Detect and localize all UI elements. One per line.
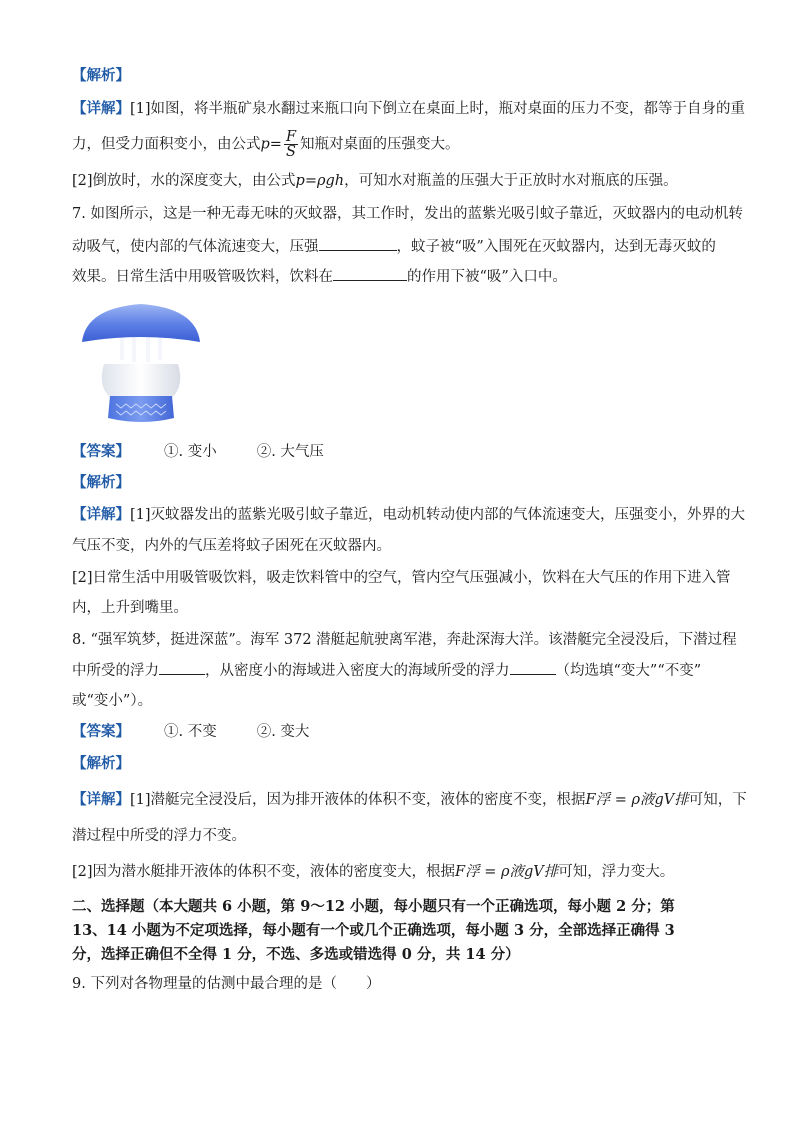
detail-label: 【详解】 xyxy=(72,100,130,117)
q8-line1: 8. “强军筑梦，挺进深蓝”。海军 372 潜艇起航驶离军港，奔赴深海大洋。该潜艇完全浸没后，下潜过程 xyxy=(72,632,737,648)
buoyancy-formula: F浮 = ρ液gV排 xyxy=(585,792,689,808)
analysis-label-7: 【解析】 xyxy=(72,474,130,491)
detail-7-line4: 内，上升到嘴里。 xyxy=(72,600,188,616)
blank-3 xyxy=(159,660,205,675)
analysis-label-8: 【解析】 xyxy=(72,755,130,772)
q8-line3: 或“变小”）。 xyxy=(72,693,153,709)
section2-line3: 分，选择正确但不全得 1 分，不选、多选或错选得 0 分，共 14 分） xyxy=(72,946,520,963)
q8-answer: 【答案】 ①. 不变 ②. 变大 xyxy=(72,723,310,740)
lamp-pillar-3 xyxy=(146,336,150,362)
mosquito-killer-lamp-image xyxy=(76,298,206,428)
blank-1 xyxy=(319,236,397,251)
lamp-pillar-2 xyxy=(132,336,136,362)
q8-line2: 中所受的浮力 ，从密度小的海域进入密度大的海域所受的浮力 （均选填“变大”“不变” xyxy=(72,660,701,681)
q7-line3: 效果。日常生活中用吸管吸饮料，饮料在 的作用下被“吸”入口中。 xyxy=(72,266,567,287)
detail-7-line2: 气压不变，内外的气压差将蚊子困死在灭蚊器内。 xyxy=(72,538,391,554)
q7-line2: 动吸气，使内部的气体流速变大，压强 ，蚊子被“吸”入围死在灭蚊器内，达到无毒灭蚊的 xyxy=(72,236,716,257)
lamp-base xyxy=(108,396,174,422)
detail-8-line3: [2]因为潜水艇排开液体的体积不变，液体的密度变大，根据F浮 = ρ液gV排可知，浮力变大。 xyxy=(72,864,675,880)
pressure-fraction: $\frac{F}{S}$ xyxy=(285,129,296,160)
detail-6-line1: 【详解】[1]如图，将半瓶矿泉水翻过来瓶口向下倒立在桌面上时，瓶对桌面的压力不变，都等于自身的重 xyxy=(72,100,746,117)
lamp-cap xyxy=(82,304,200,342)
blank-2 xyxy=(333,266,407,281)
lamp-pillar-1 xyxy=(120,336,124,360)
detail-8-line2: 潜过程中所受的浮力不变。 xyxy=(72,828,246,844)
detail-7-line1: 【详解】[1]灭蚊器发出的蓝紫光吸引蚊子靠近，电动机转动使内部的气体流速变大，压强变小，外界的大 xyxy=(72,506,746,523)
buoyancy-formula: F浮 = ρ液gV排 xyxy=(455,864,559,880)
section2-line2: 13、14 小题为不定项选择，每小题有一个或几个正确选项，每小题 3 分，全部选择正确得 3 xyxy=(72,922,675,939)
q7-line1: 7. 如图所示，这是一种无毒无味的灭蚊器，其工作时，发出的蓝紫光吸引蚊子靠近，灭蚊器内的电动机转 xyxy=(72,206,743,222)
detail-6-line2: 力，但受力面积变小，由公式p= $\frac{F}{S}$ 知瓶对桌面的压强变大。 xyxy=(72,129,460,160)
q7-answer: 【答案】 ①. 变小 ②. 大气压 xyxy=(72,443,324,460)
analysis-label-6: 【解析】 xyxy=(72,67,130,84)
lamp-pillar-4 xyxy=(158,336,162,360)
detail-7-line3: [2]日常生活中用吸管吸饮料，吸走饮料管中的空气，管内空气压强减小，饮料在大气压的作用下进入管 xyxy=(72,570,731,586)
blank-4 xyxy=(510,660,556,675)
detail-8-line1: 【详解】[1]潜艇完全浸没后，因为排开液体的体积不变，液体的密度不变，根据F浮 = ρ液gV排可知，下 xyxy=(72,791,747,808)
q9-stem: 9. 下列对各物理量的估测中最合理的是（ ） xyxy=(72,976,381,992)
detail-6-line3: [2]倒放时，水的深度变大，由公式p=ρgh，可知水对瓶盖的压强大于正放时水对瓶底的压强。 xyxy=(72,173,678,189)
section2-line1: 二、选择题（本大题共 6 小题，第 9～12 小题，每小题只有一个正确选项，每小题 2 分；第 xyxy=(72,898,675,915)
